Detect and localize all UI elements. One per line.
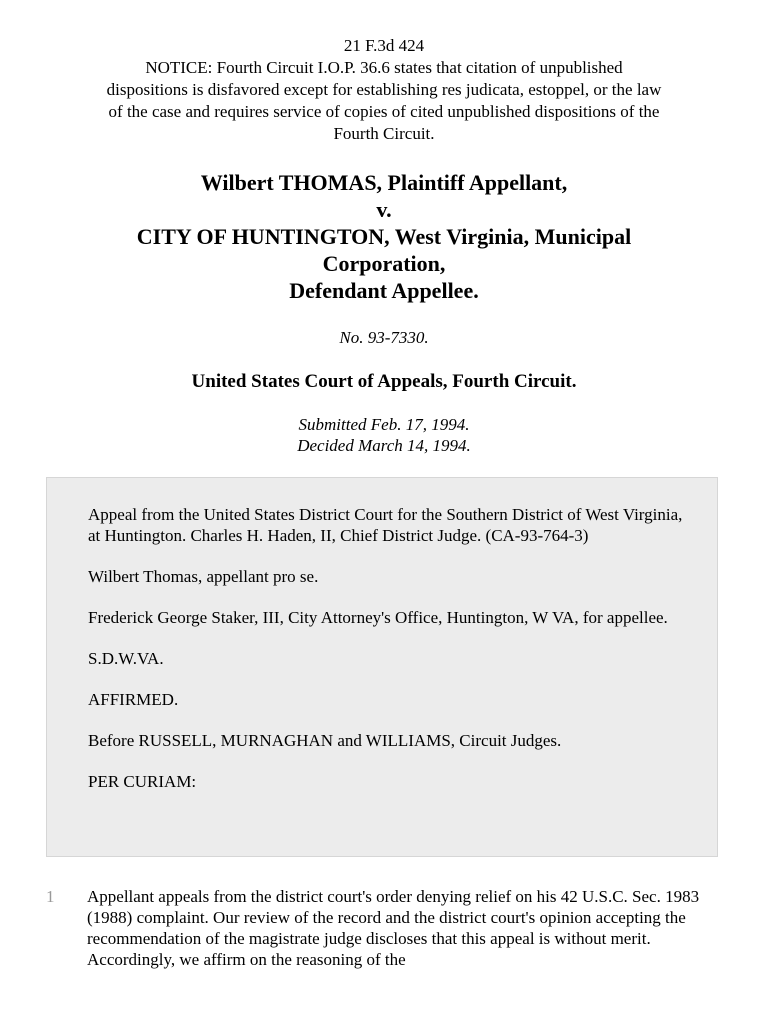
- notice-line-3: of the case and requires service of copies of cited unpublished dispositions of the: [108, 102, 660, 121]
- notice-line-4: Fourth Circuit.: [333, 124, 435, 143]
- paragraph-text: Appellant appeals from the district court's order denying relief on his 42 U.S.C. Sec. 1983 (1988) complaint. Our review of the record and the district court's opinion accepting the recommendation of the magistrate judge discloses that this appeal is without merit. Accordingly, we affirm on the reasoning of the: [87, 887, 700, 969]
- decided-date: Decided March 14, 1994.: [297, 436, 471, 455]
- notice-line-2: dispositions is disfavored except for establishing res judicata, estoppel, or the law: [106, 80, 662, 99]
- paragraph-number: 1: [46, 887, 55, 906]
- defendant-line-1: CITY OF HUNTINGTON, West Virginia, Municipal: [136, 224, 632, 249]
- docket-number: No. 93-7330.: [339, 328, 429, 347]
- defendant-line-2: Corporation,: [322, 251, 446, 276]
- appellee-counsel: Frederick George Staker, III, City Attorney's Office, Huntington, W VA, for appellee.: [88, 608, 668, 627]
- plaintiff-name: Wilbert THOMAS, Plaintiff Appellant,: [200, 170, 568, 195]
- defendant-line-3: Defendant Appellee.: [289, 278, 479, 303]
- panel-judges: Before RUSSELL, MURNAGHAN and WILLIAMS, Circuit Judges.: [88, 731, 562, 750]
- notice-line-1: NOTICE: Fourth Circuit I.O.P. 36.6 states that citation of unpublished: [145, 58, 623, 77]
- submitted-date: Submitted Feb. 17, 1994.: [298, 415, 470, 434]
- case-title: [80, 169, 688, 304]
- case-dates: [0, 414, 768, 456]
- case-summary-box: [46, 477, 718, 857]
- disposition: AFFIRMED.: [88, 690, 179, 709]
- appeal-from: Appeal from the United States District Court for the Southern District of West Virginia, at Huntington. Charles H. Haden, II, Chief District Judge. (CA-93-764-3): [88, 505, 683, 545]
- district-code: S.D.W.VA.: [88, 649, 164, 668]
- appellant-counsel: Wilbert Thomas, appellant pro se.: [88, 567, 319, 586]
- versus-label: v.: [376, 197, 392, 222]
- per-curiam: PER CURIAM:: [88, 772, 197, 791]
- document-header: [40, 35, 728, 145]
- citation: 21 F.3d 424: [343, 36, 425, 55]
- court-name: United States Court of Appeals, Fourth Circuit.: [191, 371, 577, 392]
